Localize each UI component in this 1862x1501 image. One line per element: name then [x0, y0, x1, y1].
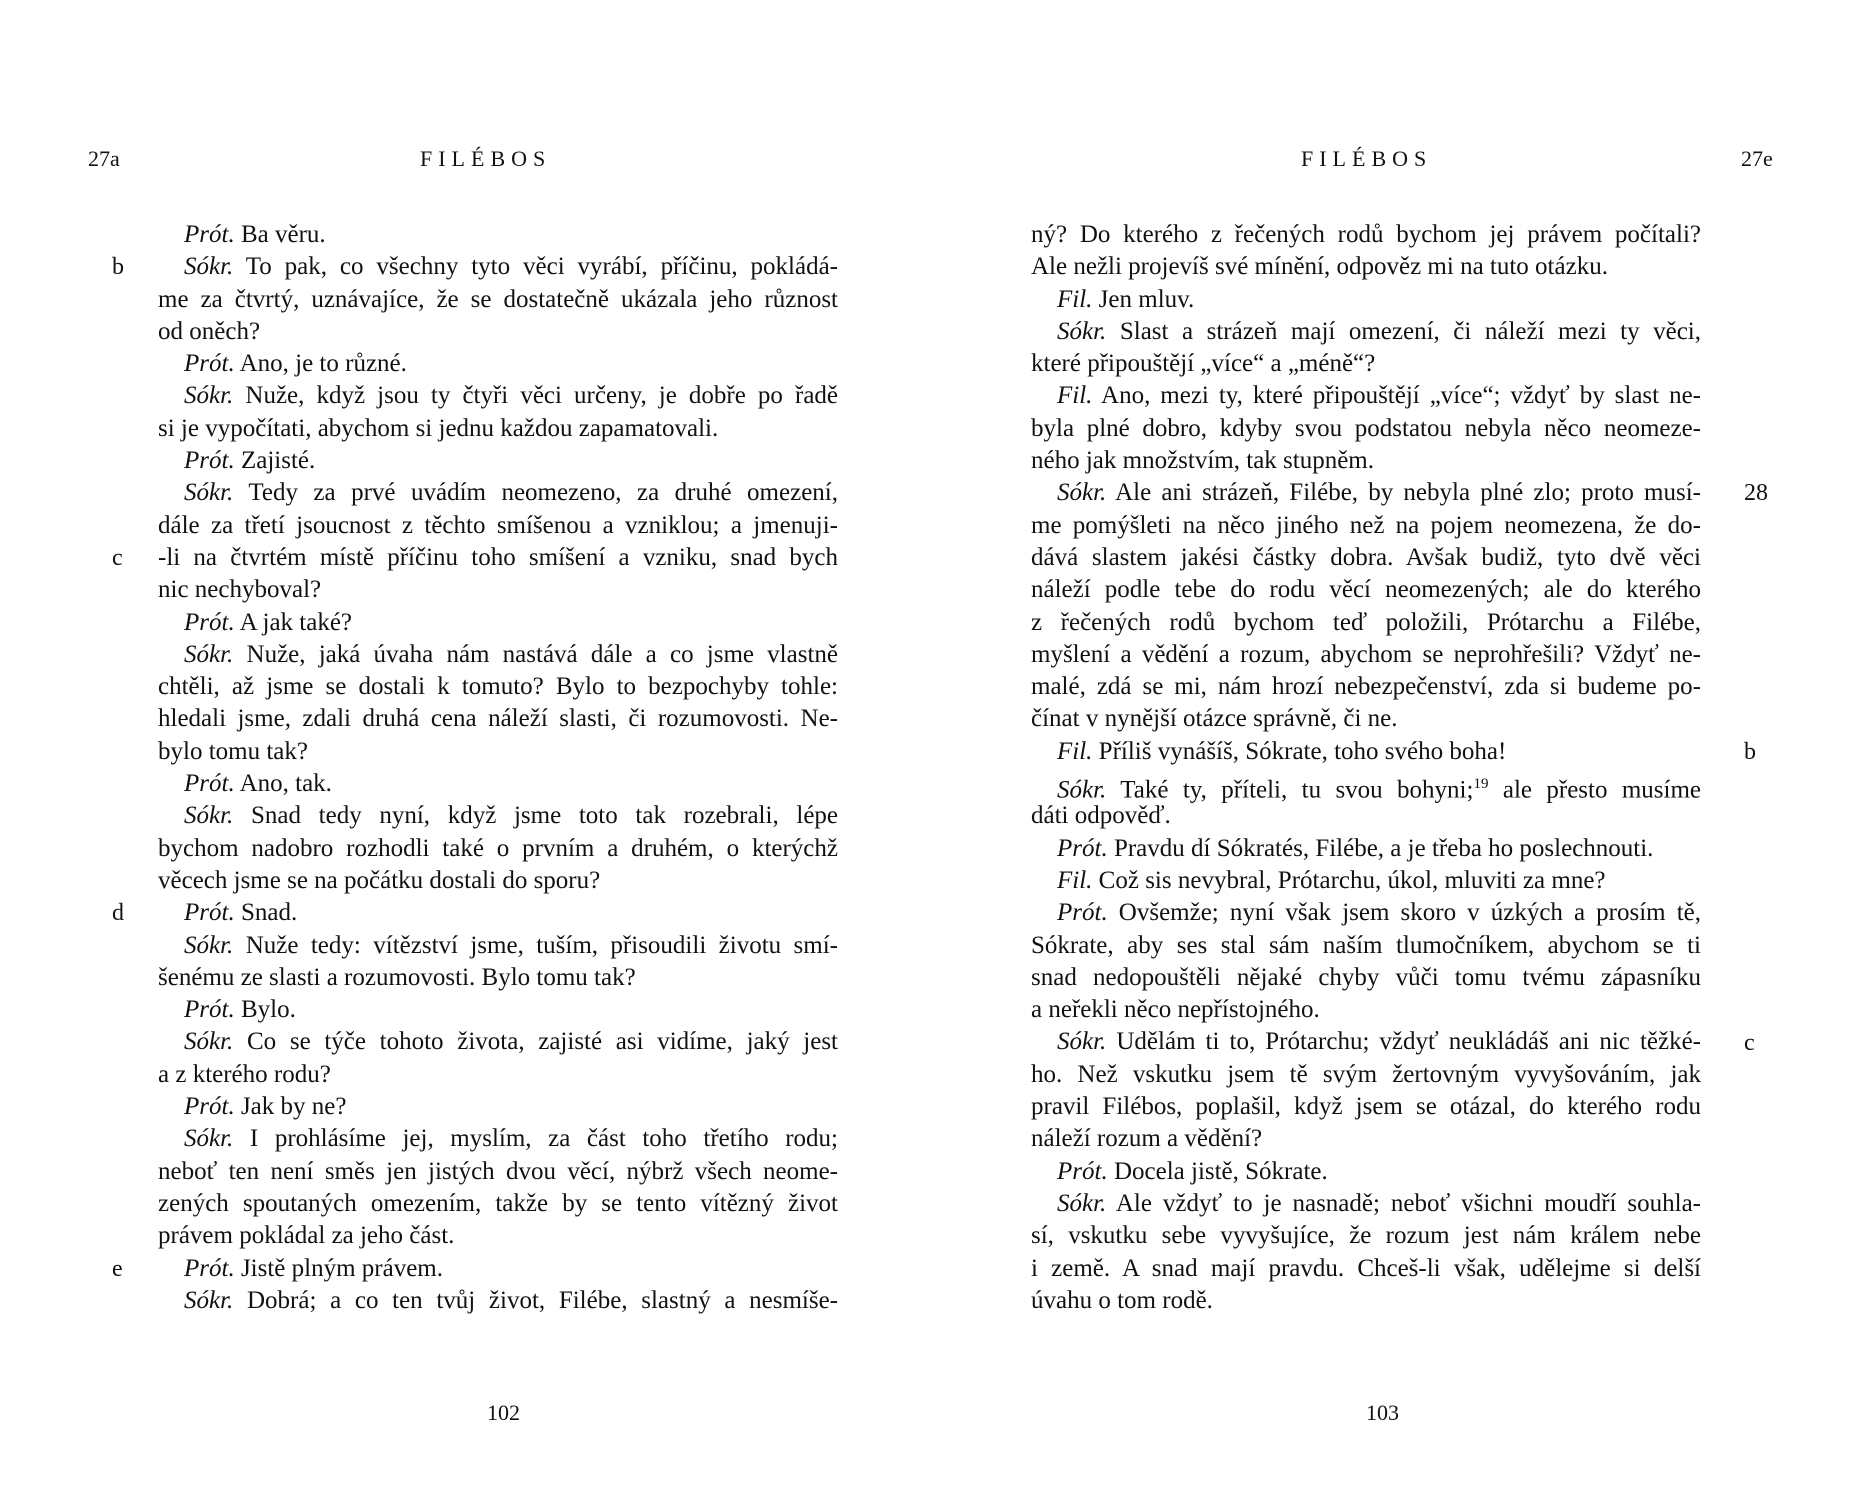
- text-line: [158, 1091, 838, 1123]
- text-line: [158, 219, 838, 251]
- margin-marker: e: [112, 1255, 123, 1282]
- margin-marker: b: [112, 254, 124, 281]
- speaker-label: Fil.: [1057, 737, 1093, 765]
- speaker-label: Prót.: [184, 221, 235, 248]
- text-block: [158, 219, 838, 1317]
- line-text: dále za třetí jsoucnost z těchto smíšenou a vzniklou; a jmenuji-: [158, 511, 838, 539]
- line-text: ný? Do kterého z řečených rodů bychom jej právem počítali?: [1031, 221, 1701, 248]
- line-text: úvahu o tom rodě.: [1031, 1286, 1213, 1314]
- line-text: Ale nežli projevíš své mínění, odpověz mi na tuto otázku.: [1031, 253, 1608, 281]
- speaker-label: Prót.: [184, 1254, 235, 1282]
- speaker-label: Sókr.: [184, 1125, 234, 1153]
- text-line: [1031, 1253, 1701, 1285]
- speaker-label: Fil.: [1057, 382, 1093, 410]
- margin-marker: d: [112, 900, 124, 927]
- line-text: Příliš vynášíš, Sókrate, toho svého boha!: [1098, 737, 1507, 765]
- line-text: Sókrate, aby ses stal sám naším tlumočníkem, abychom se ti: [1031, 931, 1701, 959]
- speaker-label: Sókr.: [184, 931, 234, 959]
- line-text: Ale ani strázeň, Filébe, by nebyla plné zlo; proto musí-: [1115, 479, 1701, 507]
- line-text: Ano, je to různé.: [239, 350, 407, 378]
- speaker-label: Prót.: [1057, 1157, 1108, 1185]
- speaker-label: Fil.: [1057, 285, 1093, 313]
- line-text: Ovšemže; nyní však jsem skoro v úzkých a prosím tě,: [1118, 899, 1701, 927]
- text-line: [158, 510, 838, 542]
- text-line: [158, 800, 838, 832]
- line-text: chtěli, až jsme se dostali k tomuto? Bylo to bezpochyby tohle:: [158, 673, 838, 701]
- speaker-label: Prót.: [184, 447, 235, 475]
- stephanus-reference: 27a: [88, 146, 120, 171]
- line-text: Jak by ne?: [240, 1093, 347, 1121]
- line-text: Co se týče tohoto života, zajisté asi vidíme, jaký jest: [247, 1028, 839, 1056]
- speaker-label: Sókr.: [1057, 1189, 1107, 1217]
- line-text: Udělám ti to, Prótarchu; vždyť neukládáš ani nic těžké-: [1116, 1028, 1702, 1056]
- line-text: bychom nadobro rozhodli také o prvním a druhém, o kterýchž: [158, 834, 838, 862]
- speaker-label: Sókr.: [184, 479, 234, 507]
- footnote-marker[interactable]: 19: [1473, 776, 1489, 793]
- text-line: [1031, 1123, 1701, 1155]
- line-text: Nuže, když jsou ty čtyři věci určeny, je dobře po řadě: [245, 382, 839, 410]
- text-line: [1031, 703, 1701, 735]
- speaker-label: Prót.: [184, 899, 235, 927]
- text-line: [158, 833, 838, 865]
- line-text: Docela jistě, Sókrate.: [1113, 1157, 1328, 1185]
- line-text: právem pokládal za jeho část.: [158, 1222, 455, 1250]
- right-page: [931, 0, 1862, 1501]
- speaker-label: Sókr.: [1057, 1028, 1107, 1056]
- text-line: [158, 736, 838, 768]
- line-text: Dobrá; a co ten tvůj život, Filébe, slastný a nesmíše-: [247, 1286, 839, 1314]
- line-text: me pomýšleti na něco jiného než na pojem neomezena, že do-: [1031, 511, 1701, 539]
- text-line: [158, 671, 838, 703]
- text-line: [158, 348, 838, 380]
- text-line: [1031, 1188, 1701, 1220]
- line-text: Ano, tak.: [239, 770, 332, 798]
- speaker-label: Sókr.: [184, 1286, 234, 1314]
- text-line: [1031, 413, 1701, 445]
- line-text: Ale vždyť to je nasnadě; neboť všichni moudří souhla-: [1115, 1189, 1701, 1217]
- text-line: [158, 703, 838, 735]
- line-text: malé, zdá se mi, nám hrozí nebezpečenství, zda si budeme po-: [1031, 673, 1701, 701]
- text-line: [1031, 251, 1701, 283]
- text-line: [1031, 930, 1701, 962]
- text-line: [1031, 768, 1702, 804]
- text-line: [158, 639, 838, 671]
- text-line: [158, 574, 838, 606]
- line-text: ale přesto musíme: [1488, 776, 1702, 804]
- text-line: [1031, 219, 1701, 251]
- text-line: [158, 897, 838, 929]
- line-text: Bylo.: [240, 996, 296, 1024]
- line-text: z řečených rodů bychom teď položili, Prótarchu a Filébe,: [1031, 608, 1701, 636]
- text-line: [1031, 639, 1701, 671]
- line-text: dává slastem jakési částky dobra. Avšak budiž, tyto dvě věci: [1031, 543, 1701, 571]
- text-line: [158, 380, 838, 412]
- line-text: hledali jsme, zdali druhá cena náleží slasti, či rozumovosti. Ne-: [158, 705, 838, 733]
- line-text: si je vypočítati, abychom si jednu každou zapamatovali.: [158, 414, 719, 442]
- line-text: které připouštějí „více“ a „méně“?: [1031, 350, 1376, 378]
- line-text: dáti odpověď.: [1031, 802, 1171, 830]
- text-line: [158, 1059, 838, 1091]
- speaker-label: Prót.: [184, 1093, 235, 1121]
- text-line: [158, 284, 838, 316]
- line-text: Ba věru.: [240, 221, 326, 248]
- line-text: ného jak množstvím, tak stupněm.: [1031, 447, 1375, 475]
- text-line: [1031, 574, 1701, 606]
- line-text: neboť ten není směs jen jistých dvou věcí, nýbrž všech neome-: [158, 1157, 838, 1185]
- speaker-label: Prót.: [184, 608, 235, 636]
- line-text: a z kterého rodu?: [158, 1060, 331, 1088]
- line-text: Nuže, jaká úvaha nám nastává dále a co jsme vlastně: [246, 640, 838, 668]
- line-text: i země. A snad mají pravdu. Chceš-li však, udělejme si delší: [1031, 1254, 1701, 1282]
- text-line: [1031, 1220, 1701, 1252]
- text-block: [1031, 219, 1701, 1317]
- stephanus-reference: 27e: [1741, 146, 1773, 171]
- text-line: [1031, 607, 1701, 639]
- text-line: [158, 1285, 838, 1317]
- text-line: [158, 994, 838, 1026]
- line-text: náleží rozum a vědění?: [1031, 1125, 1263, 1153]
- line-text: Jen mluv.: [1098, 285, 1195, 313]
- text-line: [1031, 671, 1701, 703]
- line-text: me za čtvrtý, uznávajíce, že se dostatečně ukázala jeho různost: [158, 285, 838, 313]
- text-line: [1031, 284, 1701, 316]
- text-line: [158, 1123, 838, 1155]
- line-text: To pak, co všechny tyto věci vyrábí, příčinu, pokládá-: [245, 253, 838, 281]
- speaker-label: Sókr.: [1057, 317, 1107, 345]
- text-line: [158, 768, 838, 800]
- speaker-label: Sókr.: [184, 802, 234, 830]
- line-text: sí, vskutku sebe vyvyšujíce, že rozum jest nám králem nebe: [1031, 1222, 1701, 1250]
- line-text: nic nechyboval?: [158, 576, 322, 604]
- line-text: šenému ze slasti a rozumovosti. Bylo tomu tak?: [158, 963, 636, 991]
- line-text: Tedy za prvé uvádím neomezeno, za druhé omezení,: [248, 479, 838, 507]
- text-line: [158, 865, 838, 897]
- line-text: náleží podle tebe do rodu věcí neomezených; ale do kterého: [1031, 576, 1701, 604]
- line-text: ho. Než vskutku jsem tě svým žertovným vyvyšováním, jak: [1031, 1060, 1701, 1088]
- text-line: [1031, 833, 1701, 865]
- text-line: [1031, 994, 1701, 1026]
- text-line: [158, 542, 838, 574]
- line-text: věcech jsme se na počátku dostali do sporu?: [158, 866, 601, 894]
- margin-marker: c: [112, 545, 123, 571]
- text-line: [158, 1220, 838, 1252]
- text-line: [158, 477, 838, 509]
- text-line: [1031, 865, 1701, 897]
- speaker-label: Prót.: [184, 770, 235, 798]
- line-text: od oněch?: [158, 317, 261, 345]
- line-text: Což sis nevybral, Prótarchu, úkol, mluviti za mne?: [1098, 866, 1606, 894]
- line-text: Zajisté.: [240, 447, 316, 475]
- text-line: [158, 1188, 838, 1220]
- text-line: [158, 607, 838, 639]
- line-text: Nuže tedy: vítězství jsme, tuším, přisoudili životu smí-: [245, 931, 839, 959]
- text-line: [1031, 736, 1701, 768]
- page-number: 102: [487, 1400, 520, 1425]
- line-text: -li na čtvrtém místě příčinu toho smíšení a vzniku, snad bych: [158, 543, 838, 571]
- text-line: [1031, 445, 1701, 477]
- line-text: Také ty, příteli, tu svou bohyni;: [1120, 776, 1474, 804]
- text-line: [1031, 1156, 1701, 1188]
- line-text: bylo tomu tak?: [158, 737, 308, 765]
- line-text: pravil Filébos, poplašil, když jsem se otázal, do kterého rodu: [1031, 1093, 1701, 1121]
- margin-marker: 28: [1744, 480, 1768, 507]
- text-line: [1031, 542, 1701, 574]
- line-text: snad nedopouštěli nějaké chyby vůči tomu tvému zápasníku: [1031, 963, 1701, 991]
- text-line: [1031, 897, 1701, 929]
- text-line: [158, 962, 838, 994]
- text-line: [158, 1253, 838, 1285]
- text-line: [158, 1026, 838, 1058]
- text-line: [158, 445, 838, 477]
- text-line: [158, 1156, 838, 1188]
- speaker-label: Sókr.: [1057, 776, 1107, 804]
- text-line: [1031, 1026, 1701, 1058]
- text-line: [158, 316, 838, 348]
- margin-marker: b: [1744, 738, 1756, 765]
- text-line: [1031, 348, 1701, 380]
- speaker-label: Sókr.: [184, 1028, 234, 1056]
- text-line: [1031, 477, 1701, 509]
- line-text: A jak také?: [239, 608, 353, 636]
- line-text: čínat v nynější otázce správně, či ne.: [1031, 705, 1398, 733]
- running-head: FILÉBOS: [1301, 146, 1433, 171]
- text-line: [1031, 962, 1701, 994]
- speaker-label: Prót.: [184, 996, 235, 1024]
- text-line: [1031, 1285, 1701, 1317]
- text-line: [158, 251, 838, 283]
- speaker-label: Prót.: [1057, 899, 1108, 927]
- line-text: byla plné dobro, kdyby svou podstatou nebyla něco neomeze-: [1031, 414, 1701, 442]
- line-text: Pravdu dí Sókratés, Filébe, a je třeba ho poslechnouti.: [1113, 834, 1654, 862]
- margin-marker: c: [1744, 1029, 1755, 1056]
- text-line: [1031, 380, 1701, 412]
- running-head: FILÉBOS: [420, 146, 552, 171]
- speaker-label: Sókr.: [184, 253, 234, 281]
- speaker-label: Sókr.: [1057, 479, 1107, 507]
- line-text: Snad tedy nyní, když jsme toto tak rozebrali, lépe: [250, 802, 839, 830]
- text-line: [1031, 1059, 1701, 1091]
- line-text: Snad.: [240, 899, 298, 927]
- line-text: a neřekli něco nepřístojného.: [1031, 996, 1320, 1024]
- line-text: Slast a strázeň mají omezení, či náleží mezi ty věci,: [1119, 317, 1702, 345]
- speaker-label: Prót.: [184, 350, 235, 378]
- text-line: [158, 930, 838, 962]
- speaker-label: Prót.: [1057, 834, 1108, 862]
- line-text: zených spoutaných omezením, takže by se tento vítězný život: [158, 1189, 838, 1217]
- speaker-label: Sókr.: [184, 640, 234, 668]
- text-line: [1031, 1091, 1701, 1123]
- line-text: myšlení a vědění a rozum, abychom se neprohřešili? Vždyť ne-: [1031, 640, 1701, 668]
- page-number: 103: [1366, 1400, 1399, 1425]
- text-line: [1031, 316, 1701, 348]
- line-text: I prohlásíme jej, myslím, za část toho třetího rodu;: [249, 1125, 839, 1153]
- text-line: [158, 413, 838, 445]
- line-text: Ano, mezi ty, které připouštějí „více“; vždyť by slast ne-: [1101, 382, 1701, 410]
- line-text: Jistě plným právem.: [240, 1254, 444, 1282]
- speaker-label: Sókr.: [184, 382, 234, 410]
- text-line: [1031, 510, 1701, 542]
- speaker-label: Fil.: [1057, 866, 1093, 894]
- text-line: [1031, 800, 1701, 832]
